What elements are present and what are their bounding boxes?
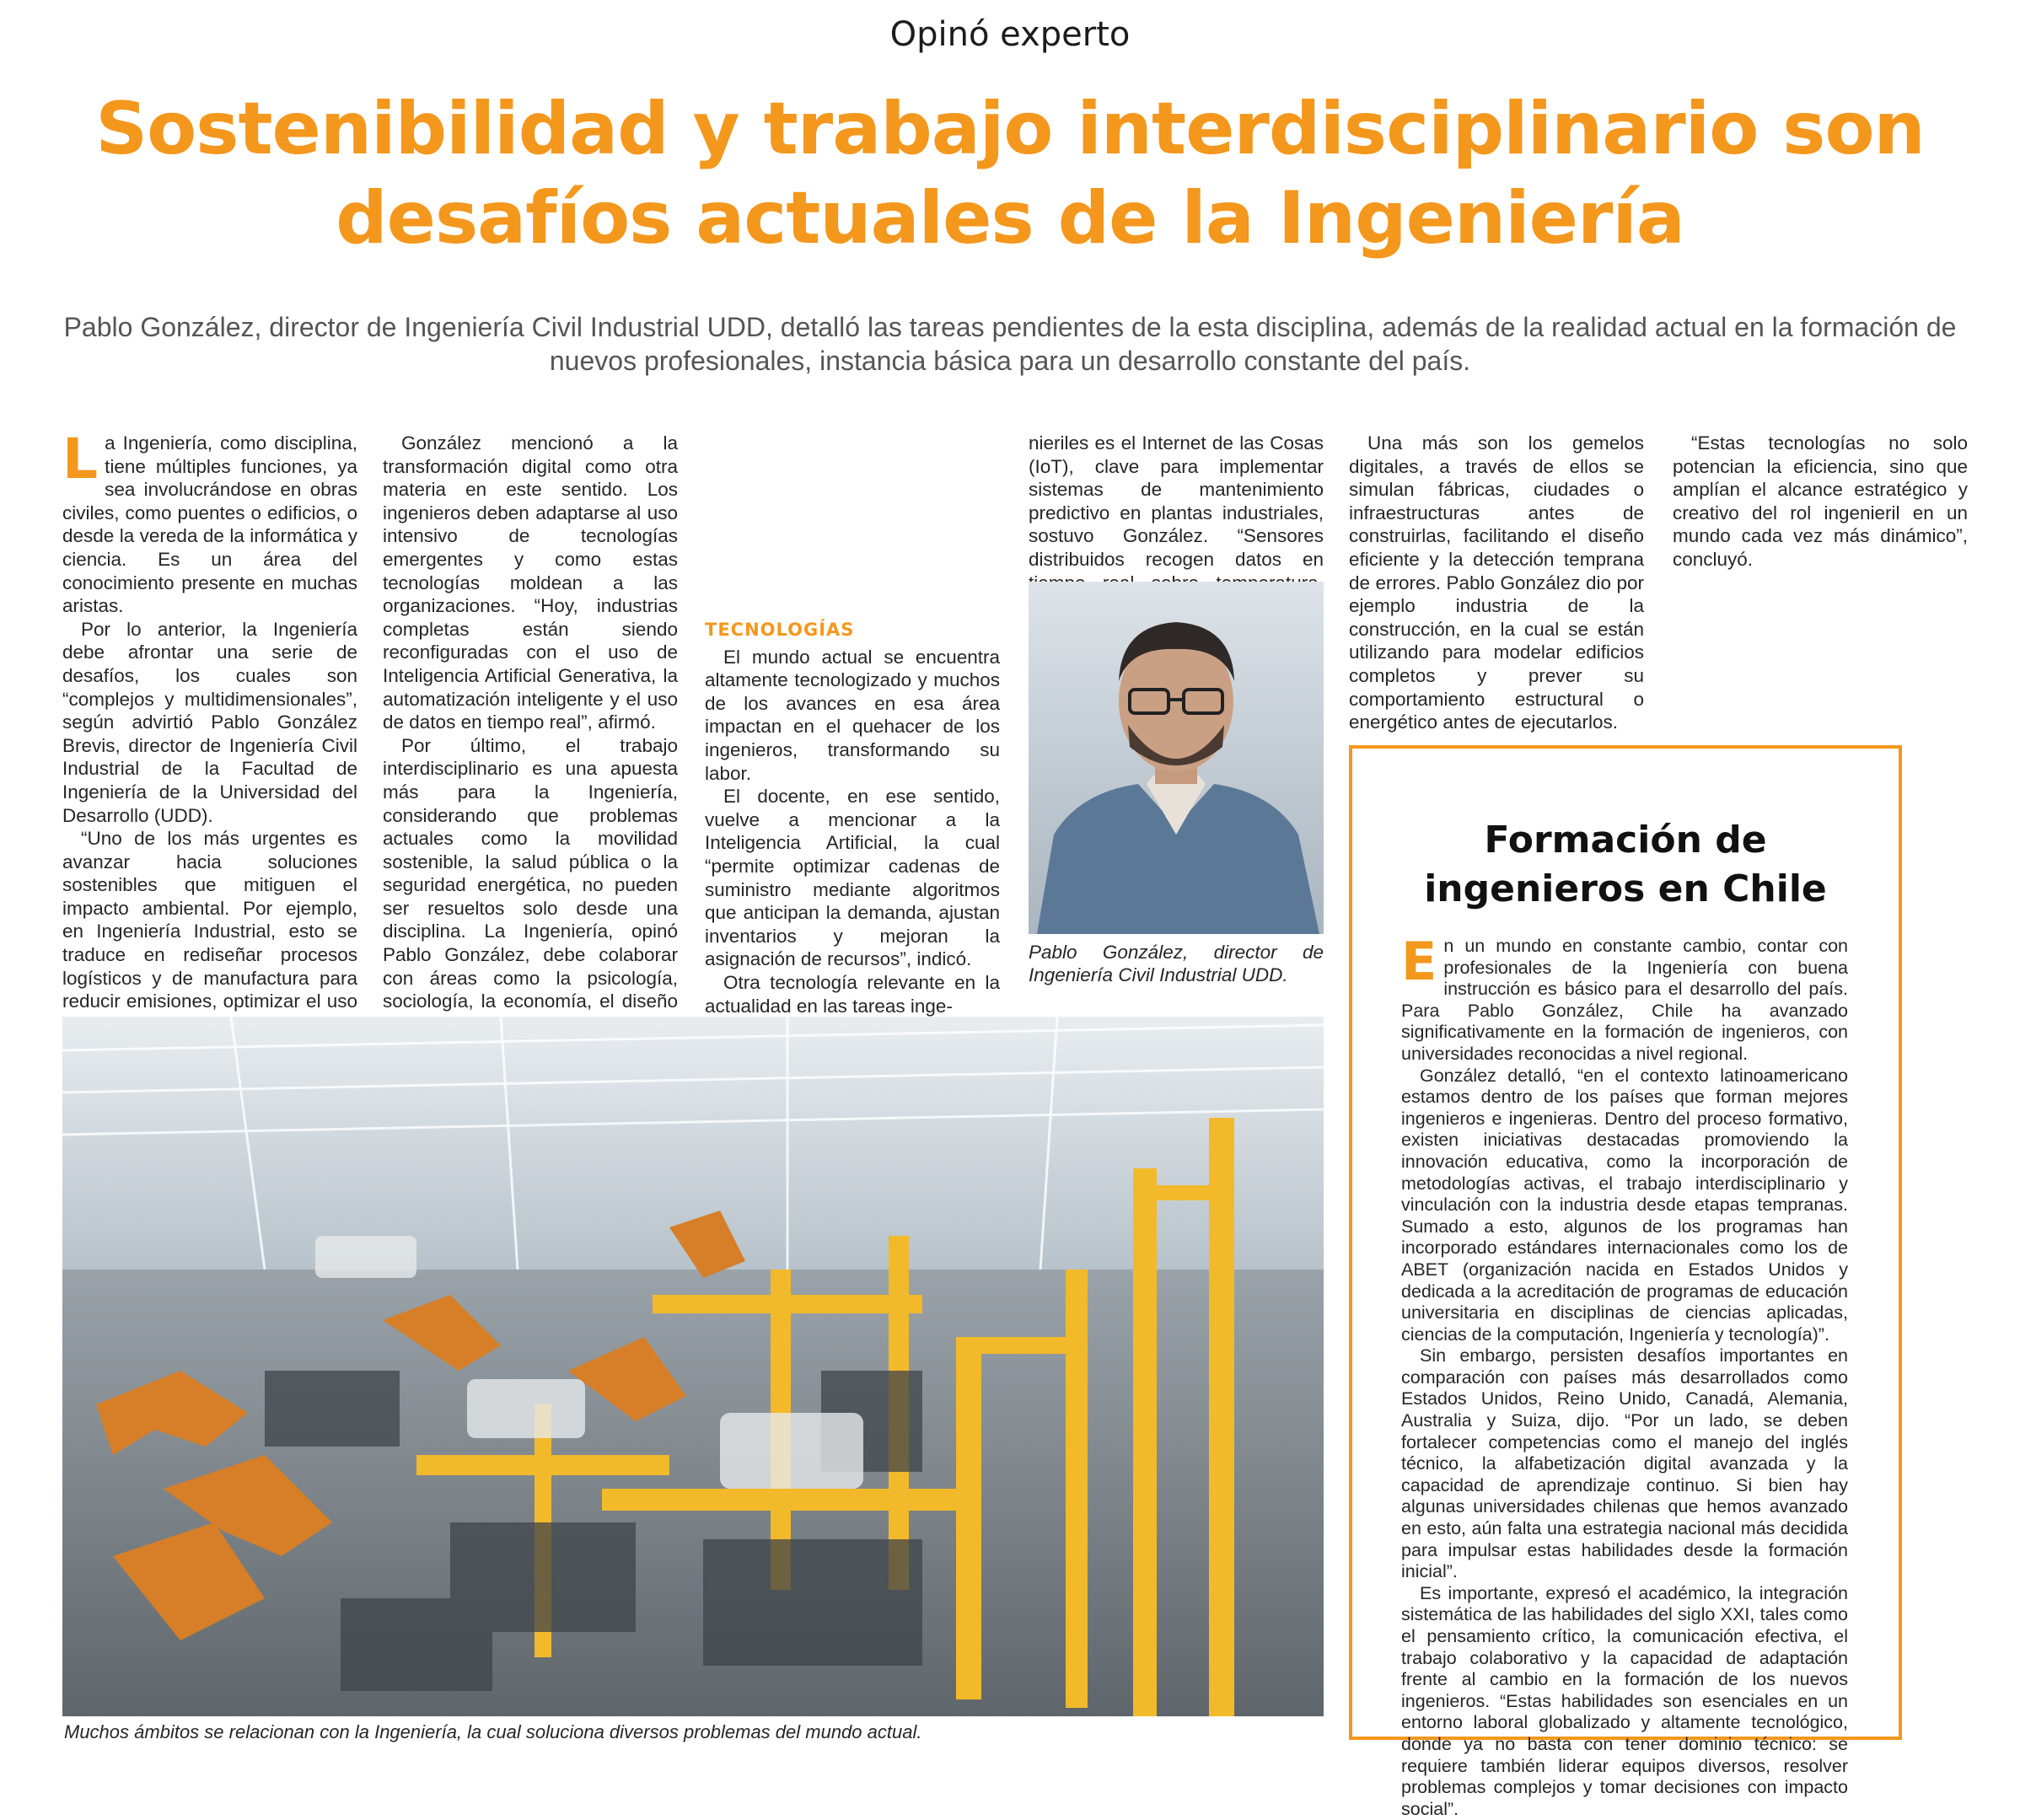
article-paragraph-3: “Uno de los más urgentes es avanzar hacia soluciones sostenibles que mitiguen el impacto ambiental. Por ejemplo, en Ingeniería Industrial, esto se traduce en rediseñar procesos logísticos y de manufactura para reducir emisiones, optimizar el uso	[62, 828, 357, 1012]
sidebar-title: Formación de ingenieros en Chile	[1424, 819, 1827, 910]
kicker: Opinó experto	[889, 15, 1131, 54]
article-paragraph-10: “Estas tecnologías no solo potencian la eficiencia, sino que amplían el alcance estratégico y creativo del rol ingenieril en un mundo cada vez más dinámico”, concluyó.	[1673, 432, 1968, 570]
sidebar-paragraph-1	[1401, 931, 1848, 1066]
article-paragraph-7: El docente, en ese sentido, vuelve a mencionar a la Inteligencia Artificial, la cual “permite optimizar cadenas de suministro mediante algoritmos que anticipan la demanda, ajustan inventarios y mejoran la asignación de recursos”, indicó.	[705, 786, 1000, 970]
article-column-1	[62, 427, 357, 1060]
article-paragraph-4: González mencionó a la transformación digital como otra materia en este sentido. Los ingenieros deben adaptarse al uso intensivo de tecnologías emergentes y como estas tecnologías moldean a las organizaciones. “Hoy, industrias completas están siendo reconfiguradas con el uso de Inteligencia Artificial Generativa, la automatización inteligente y el uso de datos en tiempo real”, afirmó.	[383, 432, 678, 733]
article-column-3	[705, 610, 1000, 1017]
article-paragraph-1-text: a Ingeniería, como disciplina, tiene múltiples funciones, ya sea involucrándose en obras civiles, como puentes o edificios, o desde la vereda de la informática y ciencia. Es un área del conocimiento presente en muchas aristas.	[62, 432, 357, 617]
article-paragraph-6: El mundo actual se encuentra altamente tecnologizado y muchos de los avances en esa área impactan en el quehacer de los ingenieros, transformando su labor.	[705, 646, 1000, 784]
article-paragraph-8a: Otra tecnología relevante en la actualidad en las tareas inge-	[705, 971, 1000, 1017]
article-paragraph-5: Por último, el trabajo interdisciplinario es una apuesta más para la Ingeniería, considerando que problemas actuales como la movilidad sostenible, la salud pública o la seguridad energética, no pueden ser resueltos solo desde una disciplina. La Ingeniería, opinó Pablo González, debe colaborar con áreas como la psicología, sociología, la economía, el diseño	[383, 734, 678, 1012]
sidebar-drop-cap: E	[1401, 931, 1437, 992]
article-column-5	[1349, 432, 1644, 734]
section-subhead: TECNOLOGÍAS	[705, 620, 855, 640]
article-column-2	[383, 432, 678, 1106]
sidebar-paragraph-4: Es importante, expresó el académico, la integración sistemática de las habilidades del siglo XXI, tales como el pensamiento crítico, la comunicación efectiva, el trabajo colaborativo y la capacidad de adaptación frente al cambio en la formación de los nuevos ingenieros. “Estas habilidades son esenciales en un entorno laboral globalizado y altamente tecnológico, donde ya no basta con tener dominio técnico: se requiere también liderar equipos diversos, resolver problemas complejos y tomar decisiones con impacto social”.	[1401, 1582, 1848, 1819]
article-paragraph-9: Una más son los gemelos digitales, a través de ellos se simulan fábricas, ciudades o infraestructuras antes de construirlas, facilitando el diseño eficiente y la detección temprana de errores. Pablo González dio por ejemplo industria de la construcción, en la cual se están utilizando para modelar edificios completos y prever su comportamiento estructural o energético antes de ejecutarlos.	[1349, 432, 1644, 733]
article-paragraph-8b: nieriles es el Internet de las Cosas (IoT), clave para implementar sistemas de mantenimiento predictivo en plantas industriales, sostuvo González. “Sensores distribuidos recogen datos en	[1029, 432, 1324, 570]
article-column-6	[1673, 432, 1968, 572]
sidebar-paragraph-1-text: n un mundo en constante cambio, contar con profesionales de la Ingeniería con buena instrucción es básico para el desarrollo del país. Para Pablo González, Chile ha avanzado significativamente en la formación de ingenieros, con universidades reconocidas a nivel regional.	[1401, 936, 1848, 1064]
deck: Pablo González, director de Ingeniería Civil Industrial UDD, detalló las tareas pendientes de la esta disciplina, además de la realidad actual en la formación de nuevos profesionales, instancia básica para un desarrollo constante del país.	[63, 312, 1957, 376]
portrait-photo	[1029, 582, 1324, 934]
sidebar-box	[1349, 745, 1902, 1819]
article-paragraph-1	[62, 427, 357, 618]
sidebar-paragraph-2: González detalló, “en el contexto latinoamericano estamos dentro de los países que forman mejores ingenieros e ingenieras. Dentro del proceso formativo, existen iniciativas destacadas promoviendo la innovación educativa, como la incorporación de metodologías activas, el trabajo interdisciplinario y vinculación con la industria desde etapas tempranas. Sumado a esto, algunos de los programas han incorporado estándares internacionales como los de ABET (organización nacida en Estados Unidos y dedicada a la acreditación de programas de educación universitaria en disciplinas de ciencias aplicadas, ciencias de la computación, Ingeniería y tecnología)”.	[1401, 1065, 1848, 1345]
factory-caption: Muchos ámbitos se relacionan con la Ingeniería, la cual soluciona diversos problemas del mundo actual.	[64, 1721, 922, 1742]
portrait-caption: Pablo González, director de Ingeniería Civil Industrial UDD.	[1029, 942, 1324, 985]
sidebar-paragraph-3: Sin embargo, persisten desafíos importantes en comparación con países más desarrollados como Estados Unidos, Reino Unido, Canadá, Alemania, Australia y Suiza, dijo. “Por un lado, se deben fortalecer competencias como el manejo del inglés técnico, la alfabetización digital avanzada y la capacidad de aprendizaje continuo. Si bien hay algunas universidades chilenas que hemos avanzado en esto, aún falta una estrategia nacional más decidida para impulsar estas habilidades desde la formación inicial”.	[1401, 1345, 1848, 1582]
headline: Sostenibilidad y trabajo interdisciplinario son desafíos actuales de la Ingeniería	[95, 87, 1925, 260]
sidebar-body	[1401, 931, 1848, 1820]
article-paragraph-2: Por lo anterior, la Ingeniería debe afrontar una serie de desafíos, los cuales son “complejos y multidimensionales”, según advirtió Pablo González Brevis, director de Ingeniería Civil Industrial de la Facultad de Ingeniería de la Universidad del Desarrollo (UDD).	[62, 618, 357, 826]
drop-cap: L	[62, 427, 99, 491]
factory-photo	[62, 1017, 1324, 1716]
